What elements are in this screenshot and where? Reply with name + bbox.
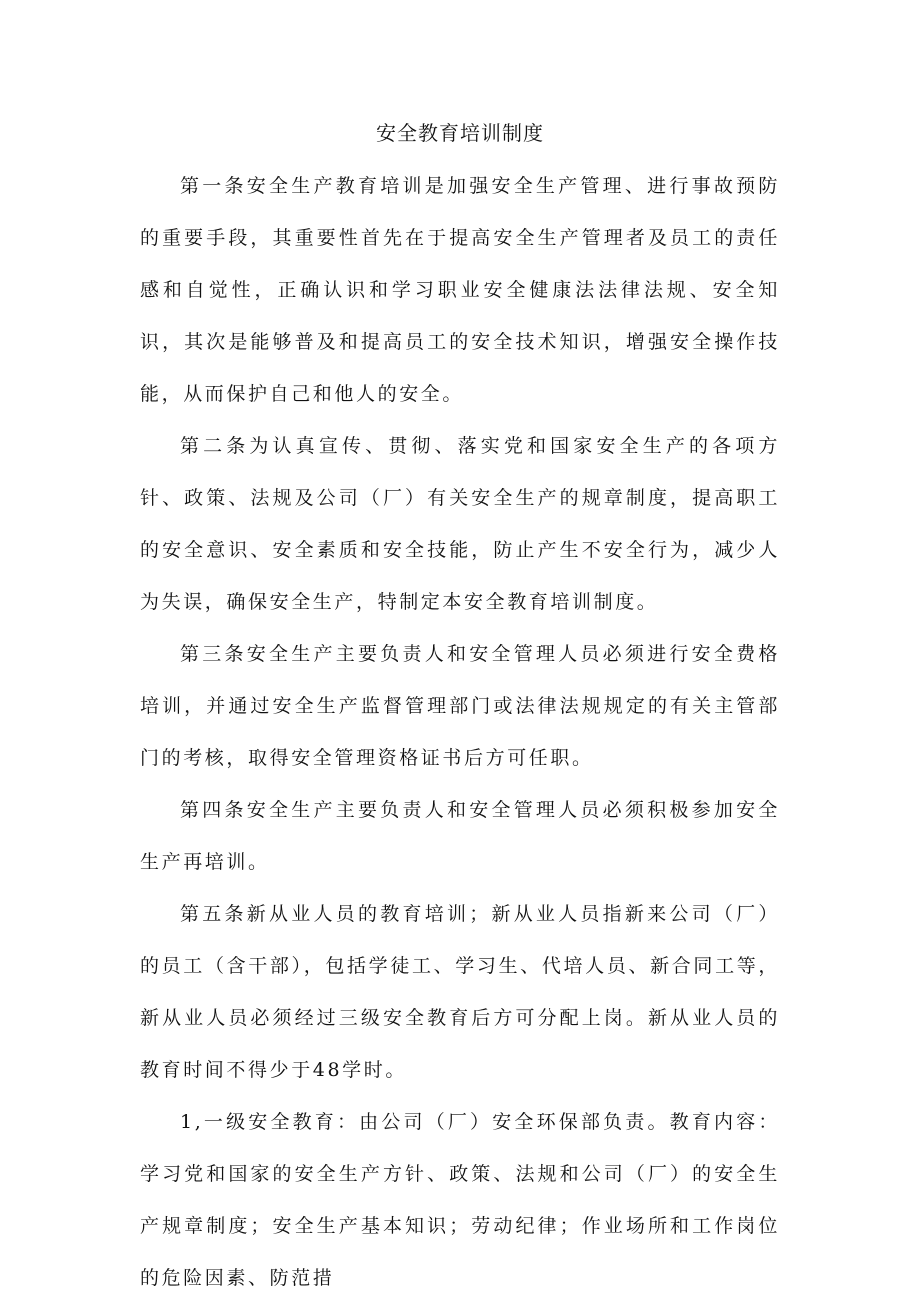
- article-4-paragraph: 第四条安全生产主要负责人和安全管理人员必须积极参加安全生产再培训。: [140, 799, 780, 873]
- document-body: [140, 160, 780, 1304]
- article-1-paragraph: 第一条安全生产教育培训是加强安全生产管理、进行事故预防的重要手段，其重要性首先在于提高安全生产管理者及员工的责任感和自觉性，正确认识和学习职业安全健康法法律法规、安全知识，其次是能够普及和提高员工的安全技术知识，增强安全操作技能，从而保护自己和他人的安全。: [140, 175, 780, 405]
- level-one-education-paragraph: 1,一级安全教育：由公司（厂）安全环保部负责。教育内容：学习党和国家的安全生产方针、政策、法规和公司（厂）的安全生产规章制度；安全生产基本知识；劳动纪律；作业场所和工作岗位的危险因素、防范措: [140, 1111, 780, 1289]
- document-title: 安全教育培训制度: [376, 121, 544, 145]
- article-2-paragraph: 第二条为认真宣传、贯彻、落实党和国家安全生产的各项方针、政策、法规及公司（厂）有关安全生产的规章制度，提高职工的安全意识、安全素质和安全技能，防止产生不安全行为，减少人为失误，确保安全生产，特制定本安全教育培训制度。: [140, 435, 780, 613]
- article-5-paragraph: 第五条新从业人员的教育培训；新从业人员指新来公司（厂）的员工（含干部），包括学徒工、学习生、代培人员、新合同工等，新从业人员必须经过三级安全教育后方可分配上岗。新从业人员的教育时间不得少于48学时。: [140, 903, 780, 1081]
- article-3-paragraph: 第三条安全生产主要负责人和安全管理人员必须进行安全费格培训，并通过安全生产监督管理部门或法律法规规定的有关主管部门的考核，取得安全管理资格证书后方可任职。: [140, 643, 780, 769]
